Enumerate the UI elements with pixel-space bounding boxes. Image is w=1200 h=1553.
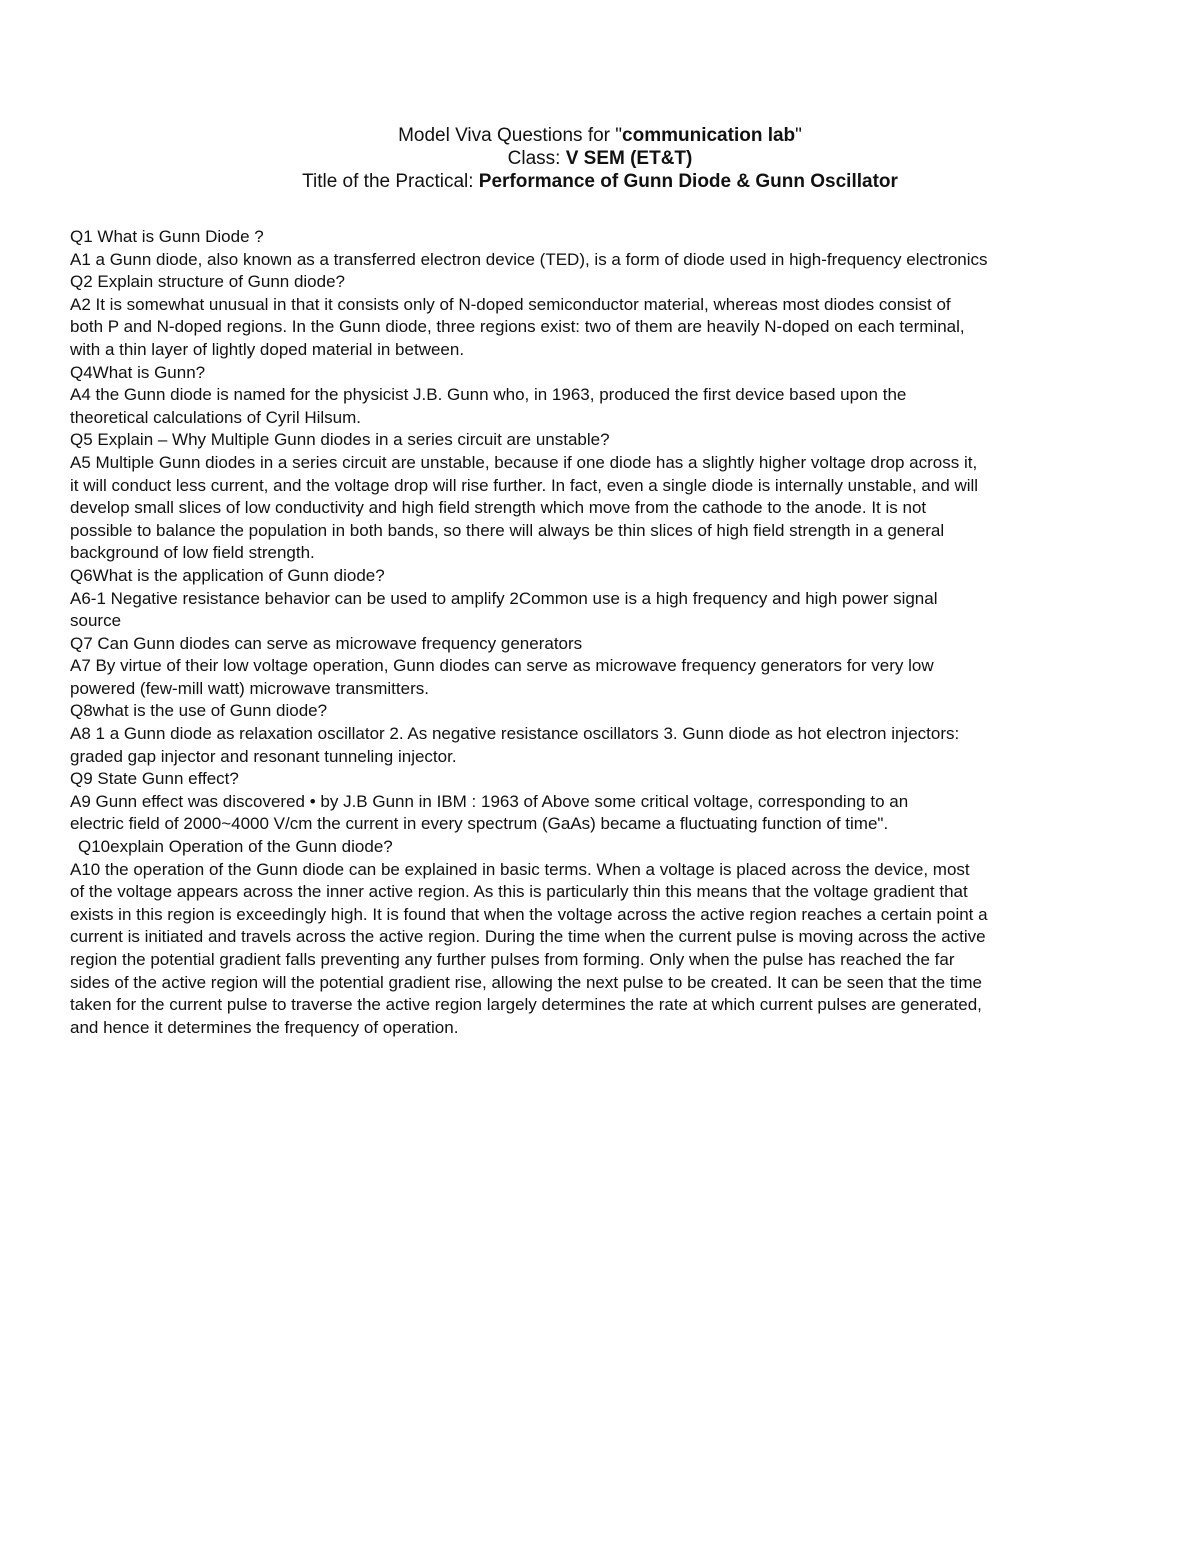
document-header <box>0 124 1200 193</box>
title-prefix: Model Viva Questions for " <box>398 125 623 146</box>
text-line: Q2 Explain structure of Gunn diode? <box>70 272 345 292</box>
practical-value: Performance of Gunn Diode & Gunn Oscillator <box>478 171 898 192</box>
text-line: Q6What is the application of Gunn diode? <box>70 565 385 585</box>
text-line: taken for the current pulse to traverse the active region largely determines the rate at which current pulses are generated, <box>70 995 982 1015</box>
text-line: exists in this region is exceedingly high. It is found that when the voltage across the active region reaches a certain point a <box>70 904 988 924</box>
text-line: Q4What is Gunn? <box>70 362 206 382</box>
text-line: A9 Gunn effect was discovered • by J.B Gunn in IBM : 1963 of Above some critical voltage, corresponding to an <box>70 791 909 811</box>
text-line: A1 a Gunn diode, also known as a transferred electron device (TED), is a form of diode used in high-frequency electronics <box>70 249 988 269</box>
text-line: A5 Multiple Gunn diodes in a series circuit are unstable, because if one diode has a slightly higher voltage drop across it, <box>70 452 978 472</box>
class-value: V SEM (ET&T) <box>565 148 693 169</box>
class-line <box>0 147 1200 170</box>
text-line: Q7 Can Gunn diodes can serve as microwave frequency generators <box>70 633 583 653</box>
text-line: sides of the active region will the potential gradient rise, allowing the next pulse to be created. It can be seen that the time <box>70 972 982 992</box>
text-line: theoretical calculations of Cyril Hilsum. <box>70 407 361 427</box>
text-line: of the voltage appears across the inner active region. As this is particularly thin this means that the voltage gradient that <box>70 882 968 902</box>
text-line: current is initiated and travels across the active region. During the time when the current pulse is moving across the active <box>70 927 986 947</box>
title-subject: communication lab <box>622 125 796 146</box>
text-line: A4 the Gunn diode is named for the physicist J.B. Gunn who, in 1963, produced the first device based upon the <box>70 385 907 405</box>
text-line: powered (few-mill watt) microwave transmitters. <box>70 678 429 698</box>
text-line: A8 1 a Gunn diode as relaxation oscillator 2. As negative resistance oscillators 3. Gunn diode as hot electron injectors: <box>70 724 960 744</box>
text-line: Q1 What is Gunn Diode ? <box>70 227 264 246</box>
practical-title-line <box>0 170 1200 193</box>
text-line: A10 the operation of the Gunn diode can be explained in basic terms. When a voltage is placed across the device, most <box>70 859 970 879</box>
text-line: region the potential gradient falls preventing any further pulses from forming. Only when the pulse has reached the far <box>70 950 955 969</box>
text-line: background of low field strength. <box>70 543 315 563</box>
text-line: A6-1 Negative resistance behavior can be used to amplify 2Common use is a high frequency and high power signal <box>70 588 938 608</box>
text-line: both P and N-doped regions. In the Gunn diode, three regions exist: two of them are heavily N-doped on each terminal, <box>70 317 965 337</box>
title-suffix: " <box>795 125 802 146</box>
text-line: A7 By virtue of their low voltage operation, Gunn diodes can serve as microwave frequency generators for very low <box>70 656 934 676</box>
text-line: graded gap injector and resonant tunneling injector. <box>70 746 457 766</box>
text-line: develop small slices of low conductivity and high field strength which move from the cathode to the anode. It is not <box>70 498 927 518</box>
text-line: Q9 State Gunn effect? <box>70 769 239 789</box>
text-line: and hence it determines the frequency of operation. <box>70 1017 459 1037</box>
text-line: with a thin layer of lightly doped material in between. <box>70 339 465 359</box>
text-line: Q10explain Operation of the Gunn diode? <box>78 837 393 857</box>
qa-content <box>70 226 1140 1039</box>
text-line: Q8what is the use of Gunn diode? <box>70 701 328 721</box>
document-title <box>0 124 1200 147</box>
class-label: Class: <box>507 148 566 169</box>
text-line: Q5 Explain – Why Multiple Gunn diodes in a series circuit are unstable? <box>70 430 610 450</box>
text-line: electric field of 2000~4000 V/cm the current in every spectrum (GaAs) became a fluctuating function of time". <box>70 814 889 834</box>
text-line: possible to balance the population in both bands, so there will always be thin slices of high field strength in a general <box>70 520 945 540</box>
text-line: it will conduct less current, and the voltage drop will rise further. In fact, even a single diode is internally unstable, and will <box>70 475 979 495</box>
practical-label: Title of the Practical: <box>302 171 479 192</box>
text-line: source <box>70 611 122 631</box>
text-line: A2 It is somewhat unusual in that it consists only of N-doped semiconductor material, whereas most diodes consist of <box>70 294 951 314</box>
